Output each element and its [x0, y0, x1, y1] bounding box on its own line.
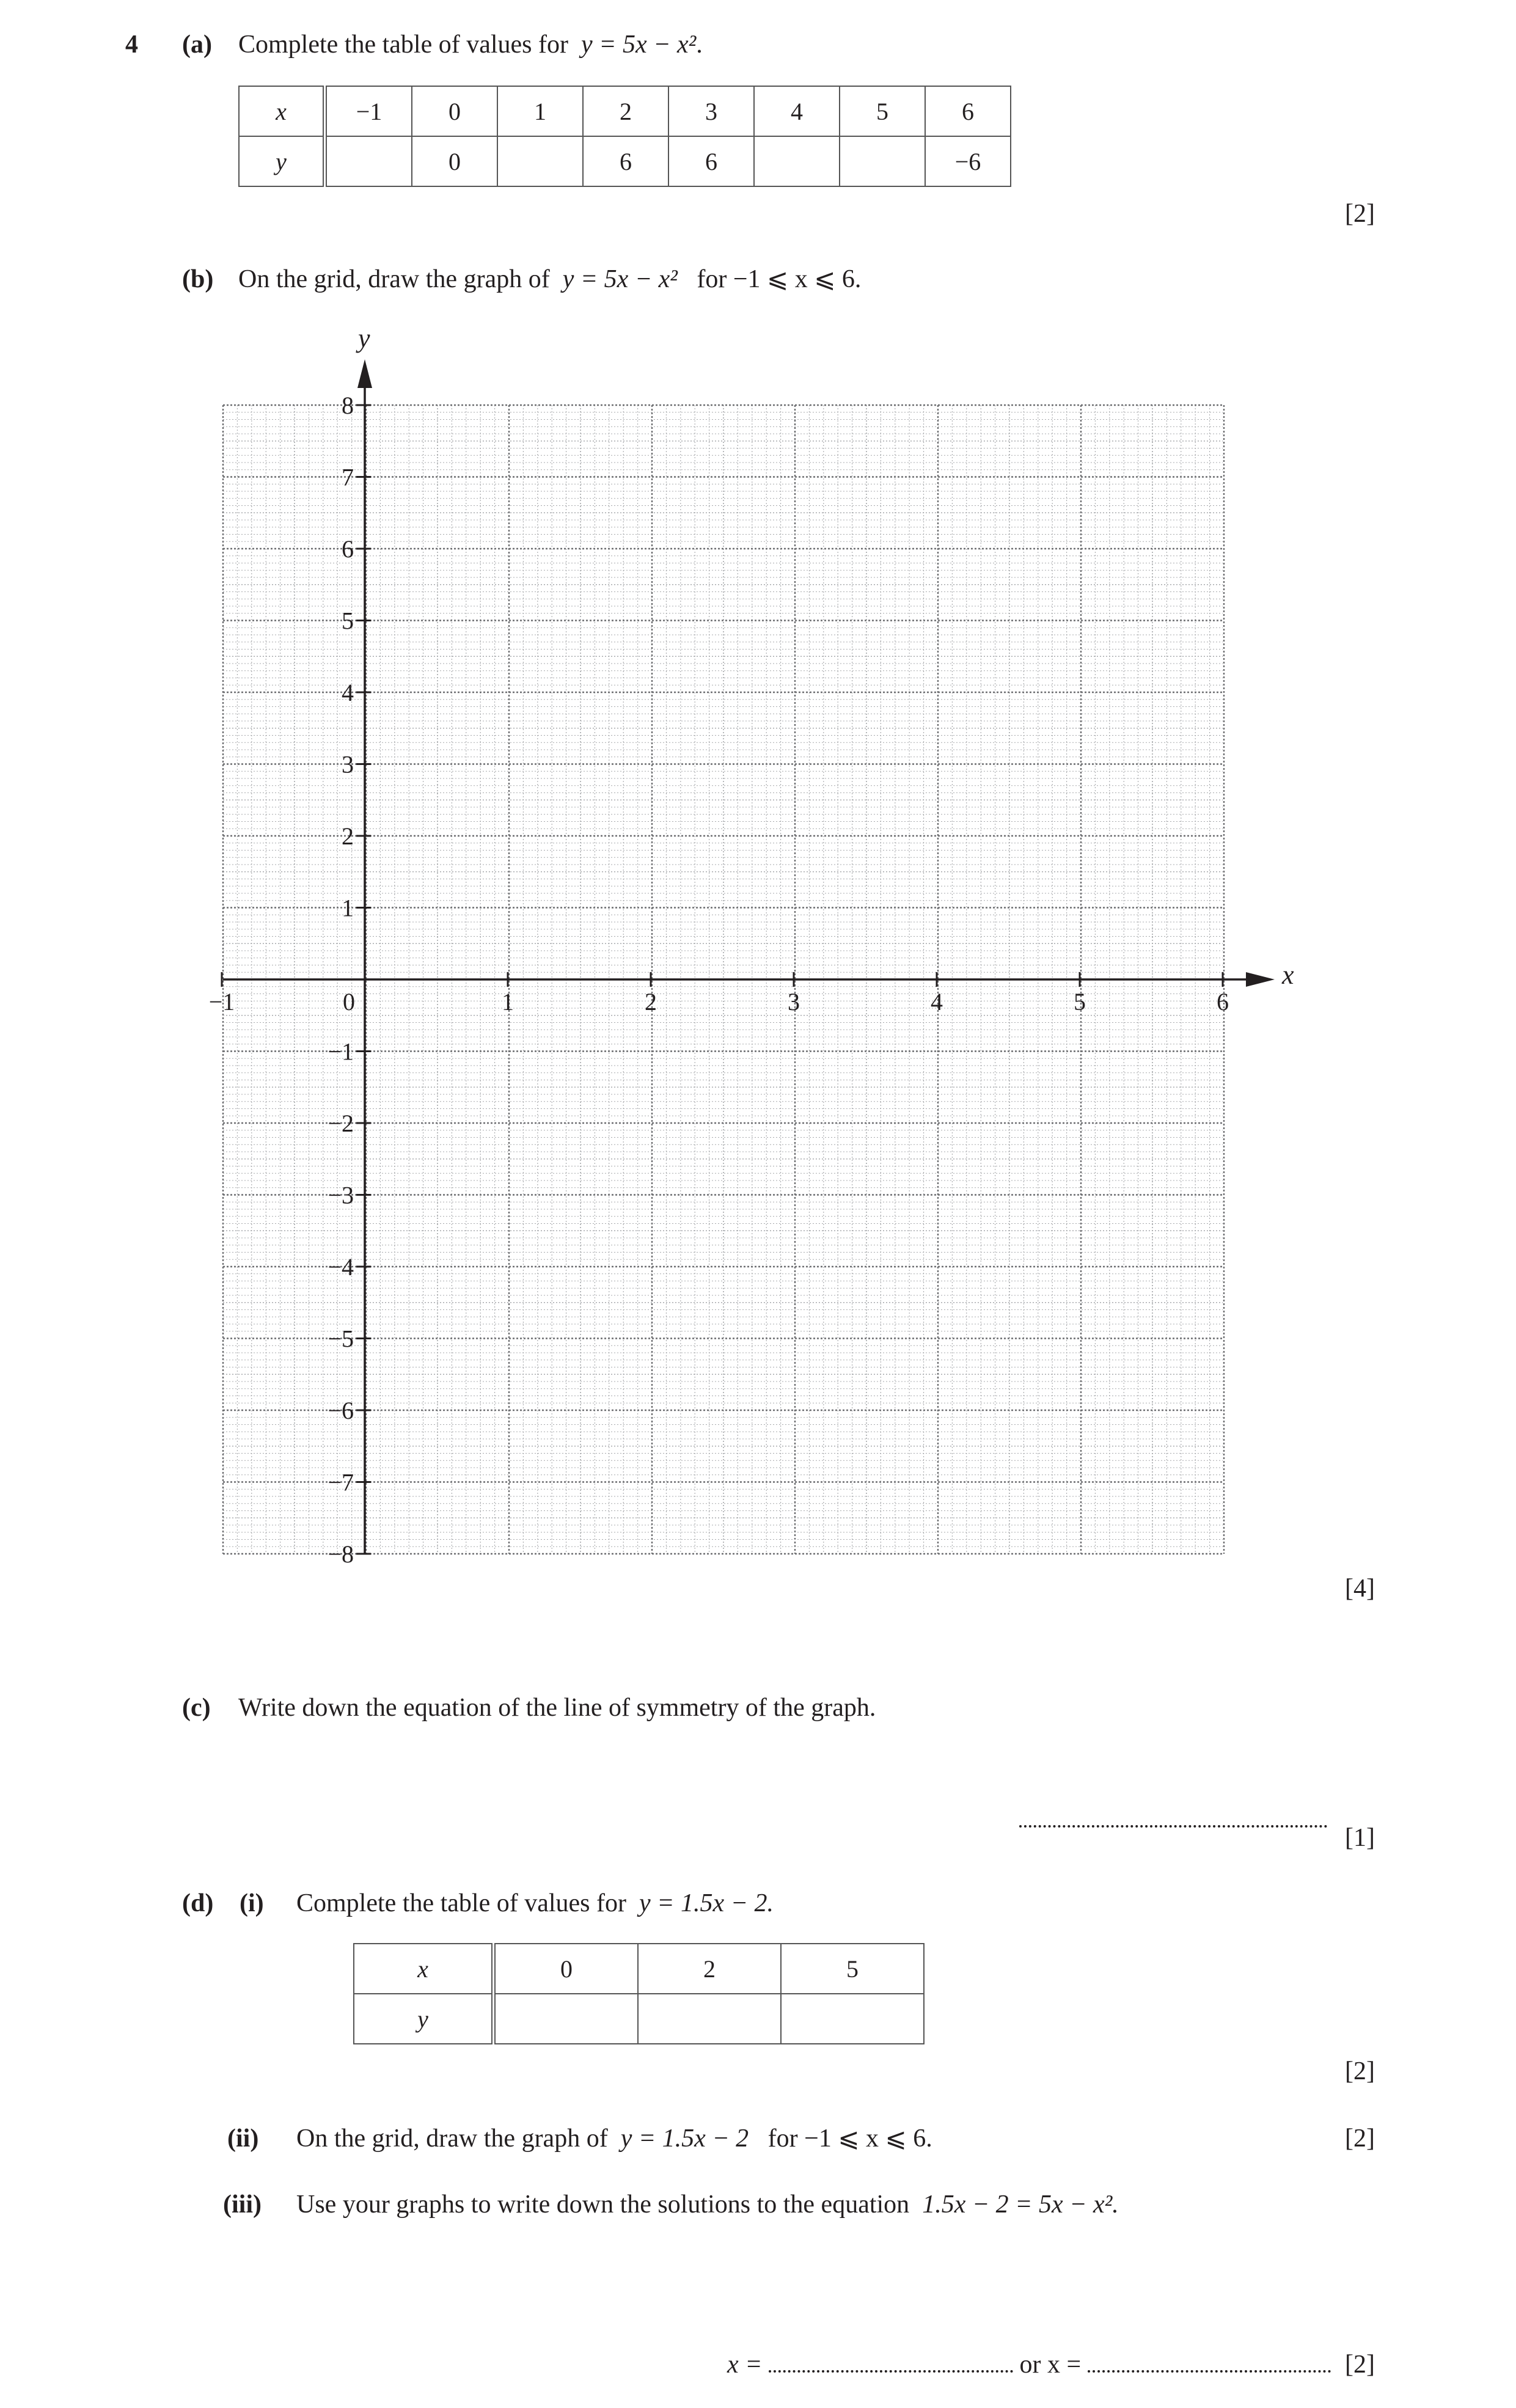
question-number: 4 [125, 31, 138, 59]
part-a-instruction-text: Complete the table of values for [238, 31, 568, 59]
part-d-iii-answer [727, 2349, 1331, 2380]
table-header-y: y [354, 1994, 494, 2044]
y-tick-label: 4 [342, 679, 354, 706]
x-tick-label: −1 [208, 988, 235, 1016]
part-d-ii-equation: y = 1.5x − 2 [620, 2124, 749, 2153]
table-header-x: x [354, 1944, 494, 1994]
part-d-ii-label: (ii) [227, 2124, 259, 2153]
answer-prefix: x = [727, 2351, 763, 2379]
y-axis-label: y [358, 323, 370, 353]
part-b-label: (b) [182, 265, 214, 293]
part-d-ii-marks: [2] [1345, 2124, 1375, 2153]
table-cell-y[interactable] [494, 1994, 639, 2044]
x-tick-label: 1 [502, 988, 514, 1016]
table-cell-x: 0 [412, 86, 497, 136]
y-tick-label: 2 [342, 822, 354, 850]
part-c-instruction: Write down the equation of the line of symmetry of the graph. [238, 1694, 876, 1722]
x-tick-label: 6 [1217, 988, 1229, 1016]
table-cell-x: 2 [638, 1944, 781, 1994]
table-header-y: y [239, 136, 325, 186]
answer-line-1[interactable] [769, 2363, 1013, 2373]
table-row-y [354, 1994, 924, 2044]
y-tick-label: −7 [328, 1468, 354, 1496]
table-cell-x: −1 [325, 86, 412, 136]
part-d-i-label: (i) [240, 1889, 264, 1917]
answer-middle: or x = [1019, 2351, 1082, 2379]
part-d-i-marks: [2] [1345, 2057, 1375, 2085]
y-tick-label: −1 [328, 1037, 354, 1066]
part-d-i-equation: y = 1.5x − 2. [639, 1889, 774, 1917]
x-axis-label: x [1282, 960, 1294, 990]
y-tick-label: 3 [342, 750, 354, 778]
x-tick-label: 2 [645, 988, 657, 1016]
y-tick-label: 5 [342, 607, 354, 635]
part-d-label: (d) [182, 1889, 214, 1917]
table-cell-y[interactable] [638, 1994, 781, 2044]
y-tick-label: 1 [342, 894, 354, 922]
part-d-ii-range: for −1 ⩽ x ⩽ 6. [767, 2124, 932, 2153]
part-b-instruction-text: On the grid, draw the graph of [238, 265, 550, 293]
table-cell-x: 0 [494, 1944, 639, 1994]
x-tick-label: 5 [1074, 988, 1086, 1016]
part-b-marks: [4] [1345, 1575, 1375, 1603]
table-cell-x: 5 [781, 1944, 924, 1994]
table-cell-x: 1 [497, 86, 583, 136]
table-cell-y: 6 [583, 136, 668, 186]
table-of-values-d [353, 1943, 925, 2044]
y-tick-label: −6 [328, 1397, 354, 1424]
table-cell-x: 3 [668, 86, 754, 136]
part-d-iii-label: (iii) [223, 2190, 262, 2219]
part-b-range: for −1 ⩽ x ⩽ 6. [697, 265, 862, 293]
y-tick-label: −8 [328, 1540, 354, 1568]
y-tick-label: 6 [342, 535, 354, 563]
y-tick-label: 8 [342, 392, 354, 419]
part-c-label: (c) [182, 1694, 211, 1722]
part-d-i-instruction-text: Complete the table of values for [296, 1889, 626, 1917]
part-d-iii-equation: 1.5x − 2 = 5x − x². [922, 2190, 1119, 2219]
table-cell-x: 5 [840, 86, 925, 136]
y-tick-label: 7 [342, 463, 354, 491]
part-d-ii-instruction-text: On the grid, draw the graph of [296, 2124, 608, 2153]
table-cell-y: 0 [412, 136, 497, 186]
part-d-ii-instruction [296, 2123, 932, 2154]
table-header-x: x [239, 86, 325, 136]
part-d-iii-marks: [2] [1345, 2351, 1375, 2379]
table-cell-y[interactable] [781, 1994, 924, 2044]
part-d-iii-instruction-text: Use your graphs to write down the solutions to the equation [296, 2190, 910, 2219]
x-axis-arrow-icon [1246, 972, 1275, 987]
table-row-x [354, 1944, 924, 1994]
part-a-marks: [2] [1345, 200, 1375, 228]
table-cell-x: 2 [583, 86, 668, 136]
y-tick-label: −3 [328, 1181, 354, 1209]
y-tick-label: −5 [328, 1325, 354, 1353]
x-tick-label: 0 [343, 988, 355, 1016]
x-tick-label: 3 [788, 988, 800, 1016]
part-a-equation-end: . [696, 31, 703, 59]
part-c-marks: [1] [1345, 1824, 1375, 1852]
table-cell-x: 6 [925, 86, 1011, 136]
y-tick-label: −2 [328, 1110, 354, 1137]
table-cell-y: −6 [925, 136, 1011, 186]
x-tick-label: 4 [931, 988, 943, 1016]
table-cell-x: 4 [754, 86, 840, 136]
part-a-label: (a) [182, 31, 212, 59]
table-cell-y: 6 [668, 136, 754, 186]
part-a-equation: y = 5x − x² [581, 31, 697, 59]
part-b-equation: y = 5x − x² [562, 265, 678, 293]
part-d-i-instruction [296, 1888, 774, 1919]
part-c-answer-line[interactable] [1019, 1818, 1327, 1831]
y-tick-label: −4 [328, 1253, 354, 1281]
part-d-iii-instruction [296, 2189, 1119, 2220]
y-axis-arrow-icon [357, 359, 372, 388]
